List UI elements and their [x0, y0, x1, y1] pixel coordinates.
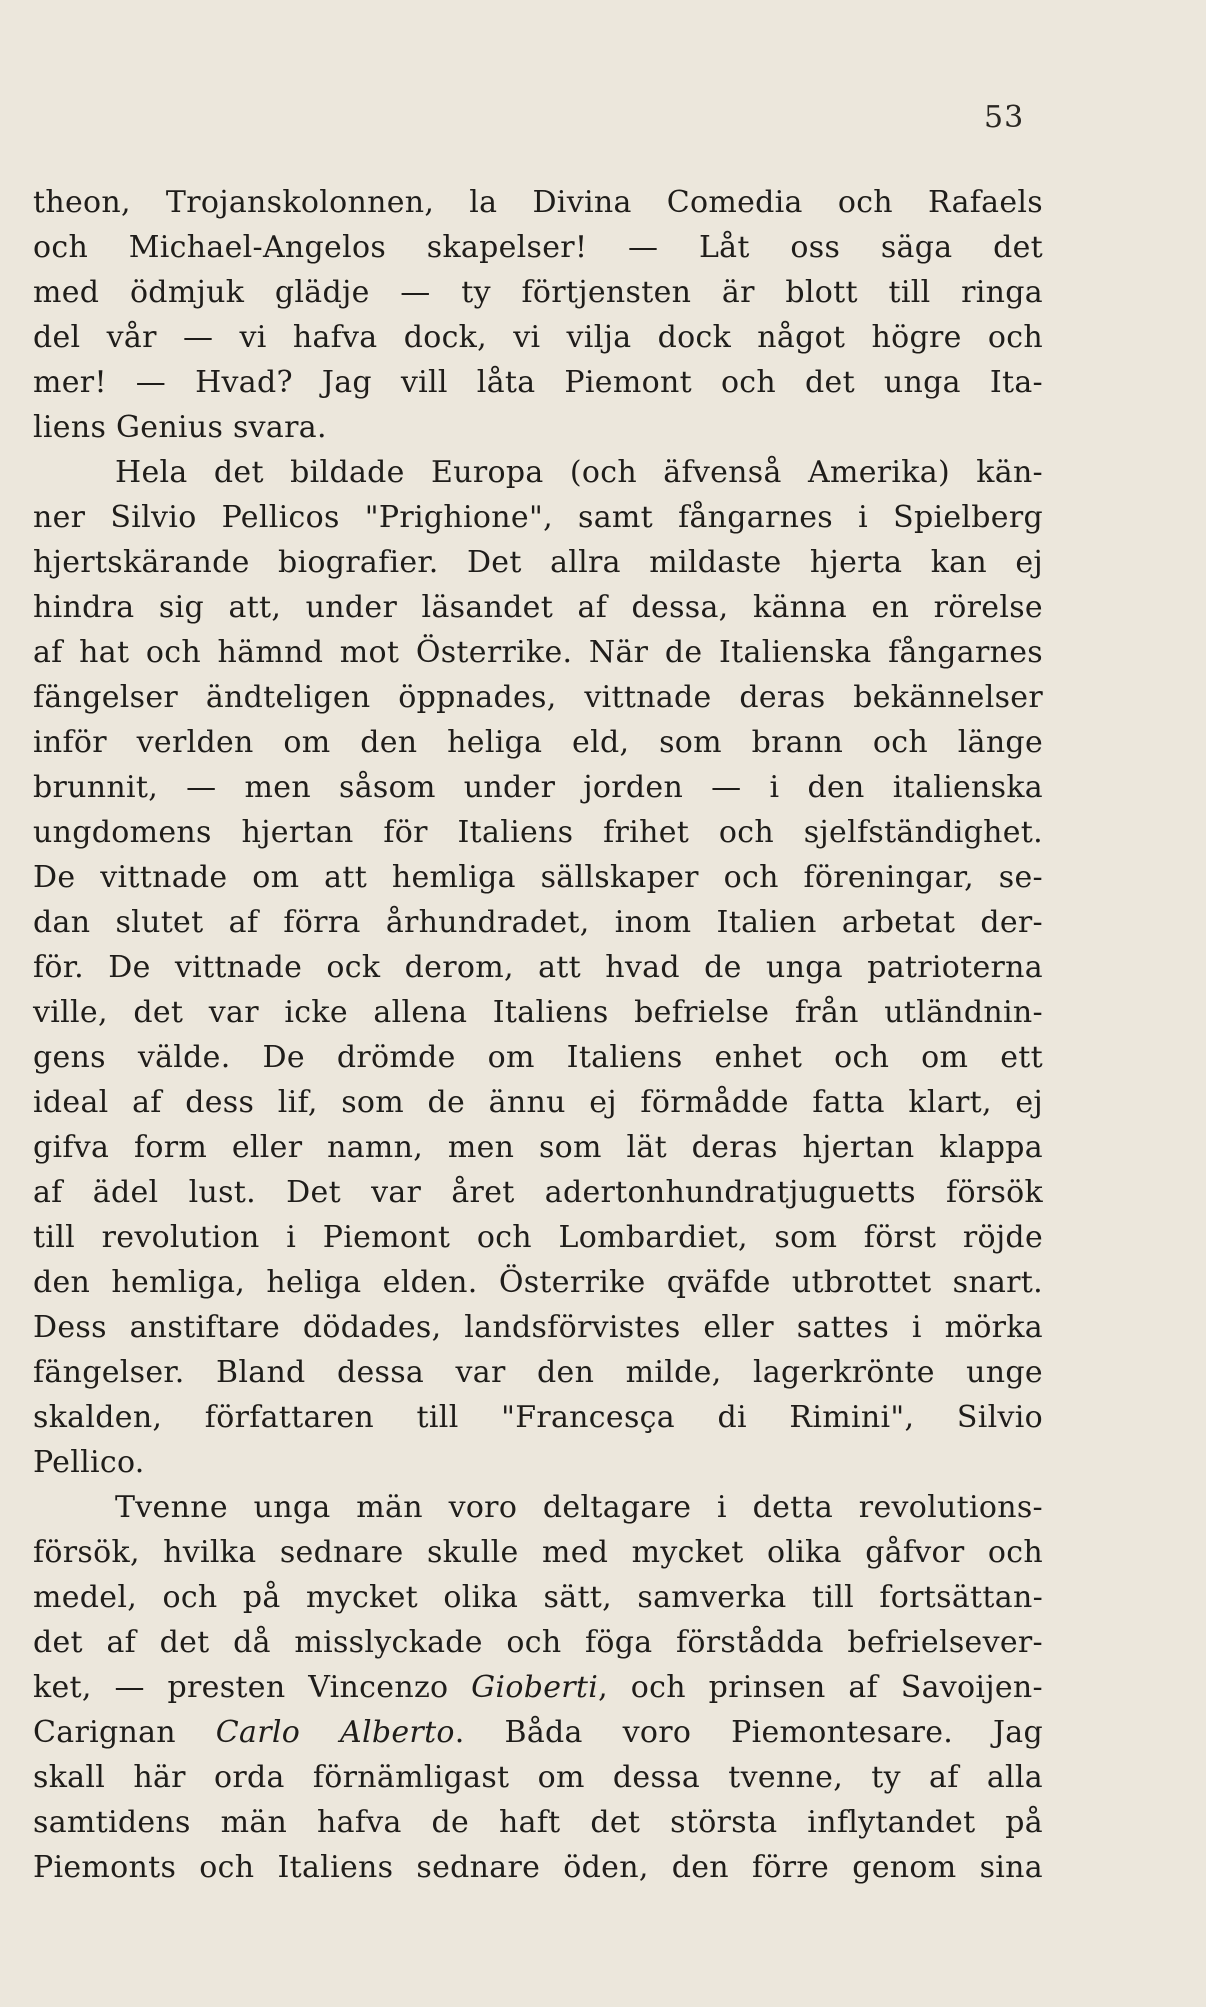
text-line: ungdomens hjertan för Italiens frihet och sjelfständighet. — [33, 815, 1043, 850]
text-line: brunnit, — men såsom under jorden — i den italienska — [33, 770, 1043, 805]
text-line: fängelser. Bland dessa var den milde, lagerkrönte unge — [33, 1355, 1043, 1390]
text-line: det af det då misslyckade och föga förstådda befrielsever- — [33, 1625, 1043, 1660]
text-line: fängelser ändteligen öppnades, vittnade deras bekännelser — [33, 680, 1043, 715]
text-line: den hemliga, heliga elden. Österrike qväfde utbrottet snart. — [33, 1265, 1043, 1300]
text-line: hjertskärande biografier. Det allra mildaste hjerta kan ej — [33, 545, 1043, 580]
text-line: ideal af dess lif, som de ännu ej förmådde fatta klart, ej — [33, 1085, 1043, 1120]
text-line: Carignan Carlo Alberto. Båda voro Piemontesare. Jag — [33, 1715, 1043, 1750]
text-line: mer! — Hvad? Jag vill låta Piemont och det unga Ita- — [33, 365, 1043, 400]
text-line: liens Genius svara. — [33, 410, 327, 445]
text-line: och Michael-Angelos skapelser! — Låt oss säga det — [33, 230, 1043, 265]
text-line: del vår — vi hafva dock, vi vilja dock något högre och — [33, 320, 1043, 355]
text-line: till revolution i Piemont och Lombardiet, som först röjde — [33, 1220, 1043, 1255]
text-line: De vittnade om att hemliga sällskaper och föreningar, se- — [33, 860, 1043, 895]
text-line: samtidens män hafva de haft det största inflytandet på — [33, 1805, 1043, 1840]
text-line: gifva form eller namn, men som lät deras hjertan klappa — [33, 1130, 1043, 1165]
text-line: försök, hvilka sednare skulle med mycket olika gåfvor och — [33, 1535, 1043, 1570]
text-line: för. De vittnade ock derom, att hvad de unga patrioterna — [33, 950, 1043, 985]
text-line: skall här orda förnämligast om dessa tvenne, ty af alla — [33, 1760, 1043, 1795]
text-line: theon, Trojanskolonnen, la Divina Comedia och Rafaels — [33, 185, 1043, 220]
text-line: medel, och på mycket olika sätt, samverka till fortsättan- — [33, 1580, 1043, 1615]
text-line: Pellico. — [33, 1445, 145, 1480]
body-text — [33, 180, 1043, 1890]
text-line: Dess anstiftare dödades, landsförvistes eller sattes i mörka — [33, 1310, 1043, 1345]
text-line: dan slutet af förra århundradet, inom Italien arbetat der- — [33, 905, 1043, 940]
text-line: gens välde. De drömde om Italiens enhet och om ett — [33, 1040, 1043, 1075]
text-line: Tvenne unga män voro deltagare i detta revolutions- — [115, 1490, 1043, 1525]
text-line: af hat och hämnd mot Österrike. När de Italienska fångarnes — [33, 635, 1043, 670]
text-line: Piemonts och Italiens sednare öden, den förre genom sina — [33, 1850, 1043, 1885]
text-line: Hela det bildade Europa (och äfvenså Amerika) kän- — [115, 455, 1043, 490]
text-line: hindra sig att, under läsandet af dessa, känna en rörelse — [33, 590, 1043, 625]
text-line: ner Silvio Pellicos "Prighione", samt fångarnes i Spielberg — [33, 500, 1043, 535]
text-line: skalden, författaren till "Francesça di Rimini", Silvio — [33, 1400, 1043, 1435]
text-line: ket, — presten Vincenzo Gioberti, och prinsen af Savoijen- — [33, 1670, 1043, 1705]
text-line: ville, det var icke allena Italiens befrielse från utländnin- — [33, 995, 1043, 1030]
page-number: 53 — [984, 100, 1025, 135]
text-line: inför verlden om den heliga eld, som brann och länge — [33, 725, 1043, 760]
text-line: med ödmjuk glädje — ty förtjensten är blott till ringa — [33, 275, 1043, 310]
text-line: af ädel lust. Det var året adertonhundratjuguetts försök — [33, 1175, 1043, 1210]
